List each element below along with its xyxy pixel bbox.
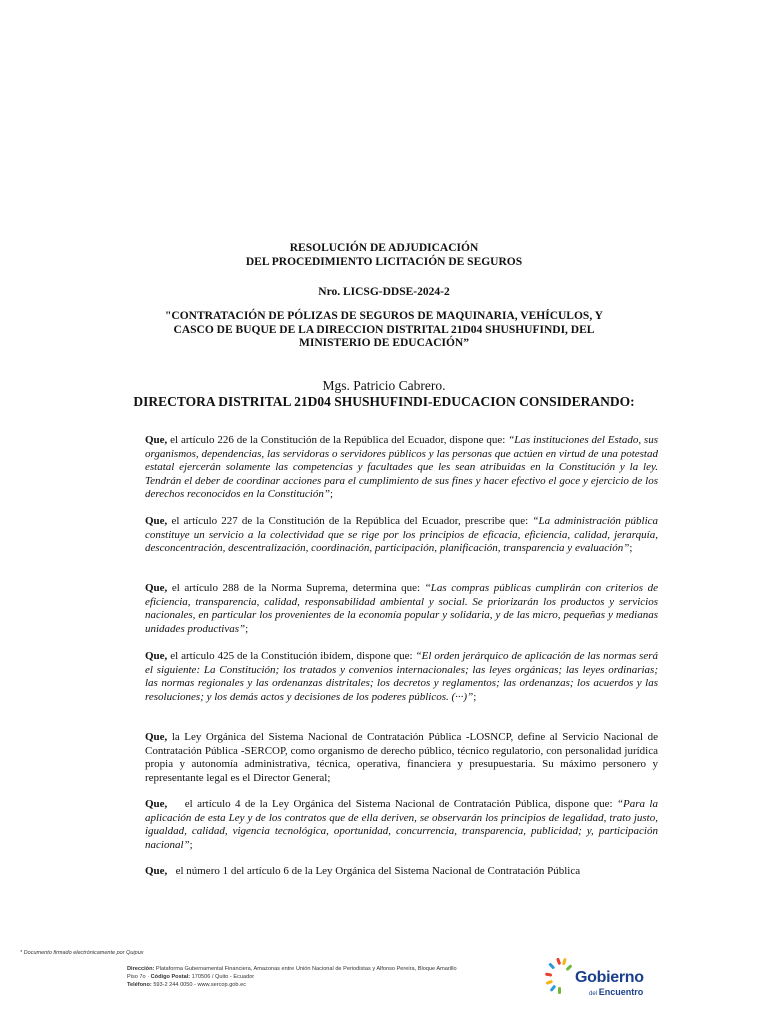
considerando-paragraph (145, 434, 658, 502)
paragraph-lead: Que, (145, 434, 168, 446)
address-text: Plataforma Gubernamental Financiera, Amazonas entre Unión Nacional de Periodistas y Alfonso Pereira, Bloque Amarillo Piso 7o · (127, 966, 457, 980)
footer-address (127, 965, 467, 989)
signer-role: DIRECTORA DISTRITAL 21D04 SHUSHUFINDI-EDUCACION CONSIDERANDO: (133, 394, 635, 409)
signer-name: Mgs. Patricio Cabrero. (322, 378, 446, 393)
logo-word-encuentro (589, 987, 643, 997)
considerando-paragraph (145, 865, 658, 879)
paragraph-text: la Ley Orgánica del Sistema Nacional de Contratación Pública -LOSNCP, define al Servicio Nacional de Contratación Pública -SERCOP, como organismo de derecho público, técnico regulatorio, con personalidad jurídica propia y autonomía administrativa, técnica, operativa, financiera y presupuestaria. Su máximo personero y representante legal es el Director General; (145, 731, 658, 784)
paragraph-text: el número 1 del artículo 6 de la Ley Orgánica del Sistema Nacional de Contratación Pública (167, 865, 581, 877)
paragraph-tail: ; (473, 690, 477, 703)
paragraph-text: el artículo 425 de la Constitución ibídem, dispone que: (167, 650, 416, 662)
paragraph-text: el artículo 288 de la Norma Suprema, determina que: (167, 582, 425, 594)
considerando-paragraph (145, 582, 658, 636)
logo-word-gobierno: Gobierno (575, 969, 644, 986)
paragraph-lead: Que, (145, 865, 168, 877)
paragraph-lead: Que, (145, 731, 168, 743)
paragraph-text: el artículo 226 de la Constitución de la República del Ecuador, dispone que: (167, 434, 509, 446)
paragraph-quote: “El orden jerárquico de aplicación de las normas será el siguiente: La Constitución; los tratados y convenios internacionales; las leyes orgánicas; las leyes ordinarias; las normas regionales y las ordenanzas distritales; los decretos y reglamentos; las ordenanzas; los acuerdos y las resoluciones; y los demás actos y decisiones de los poderes públicos. (···)” (145, 650, 658, 703)
paragraph-text: el artículo 4 de la Ley Orgánica del Sistema Nacional de Contratación Pública, dispone que: (167, 798, 617, 810)
paragraph-tail: ; (245, 622, 249, 635)
resolution-title (0, 242, 768, 269)
paragraph-lead: Que, (145, 515, 168, 527)
title-line-2: DEL PROCEDIMIENTO LICITACIÓN DE SEGUROS (245, 255, 523, 268)
paragraph-quote: “La administración pública constituye un servicio a la colectividad que se rige por los principios de eficacia, eficiencia, calidad, jerarquía, desconcentración, descentralización, coordinación, participación, planificación, transparencia y evaluación” (145, 515, 659, 555)
paragraph-text: el artículo 227 de la Constitución de la República del Ecuador, prescribe que: (167, 515, 533, 527)
considerando-paragraph (145, 798, 658, 852)
logo-word-del: del (589, 991, 599, 997)
phone-label: Teléfono: (127, 982, 152, 988)
paragraph-quote: “Las instituciones del Estado, sus organismos, dependencias, las servidoras o servidores públicos y las personas que actúen en virtud de una potestad estatal ejercerán solamente las competencias y facultades que les sean atribuidas en la Constitución y la ley. Tendrán el deber de coordinar acciones para el cumplimiento de sus fines y hacer efectivo el goce y ejercicio de los derechos reconocidos en la Constitución” (145, 434, 658, 501)
paragraph-quote: “Las compras públicas cumplirán con criterios de eficiencia, transparencia, calidad, responsabilidad ambiental y social. Se priorizarán los productos y servicios nacionales, en particular los provenientes de la economía popular y solidaria, y de las micro, pequeñas y medianas unidades productivas” (145, 582, 658, 635)
paragraph-tail: ; (189, 838, 193, 851)
paragraph-lead: Que, (145, 582, 168, 594)
paragraph-lead: Que, (145, 798, 168, 810)
considerando-paragraph (145, 731, 658, 785)
paragraph-tail: ; (329, 488, 333, 501)
logo-word-encuentro-text: Encuentro (598, 987, 644, 997)
resolution-subject: "CONTRATACIÓN DE PÓLIZAS DE SEGUROS DE MAQUINARIA, VEHÍCULOS, Y CASCO DE BUQUE DE LA DIRECCION DISTRITAL 21D04 SHUSHUFINDI, DEL MINISTERIO DE EDUCACIÓN” (165, 310, 603, 349)
title-line-1: RESOLUCIÓN DE ADJUDICACIÓN (289, 242, 479, 254)
signature-note: * Documento firmado electrónicamente por Quipux (20, 950, 144, 956)
address-label: Dirección: (127, 966, 155, 972)
gobierno-logo (545, 955, 655, 1000)
postal-text: 170506 / Quito - Ecuador (190, 974, 255, 980)
paragraph-lead: Que, (145, 650, 168, 662)
gobierno-logo-mark-icon (545, 957, 575, 997)
paragraph-quote: “Para la aplicación de esta Ley y de los contratos que de ella deriven, se observarán los principios de legalidad, trato justo, igualdad, calidad, vigencia tecnológica, oportunidad, concurrencia, transparencia, publicidad; y, participación nacional” (145, 798, 658, 851)
phone-text: 593-2 244 0050 - www.sercop.gob.ec (151, 982, 246, 988)
considerando-paragraph (145, 515, 658, 556)
resolution-number: Nro. LICSG-DDSE-2024-2 (318, 286, 450, 298)
considerando-paragraph (145, 650, 658, 704)
postal-label: Código Postal: (150, 974, 191, 980)
paragraph-tail: ; (629, 542, 633, 555)
